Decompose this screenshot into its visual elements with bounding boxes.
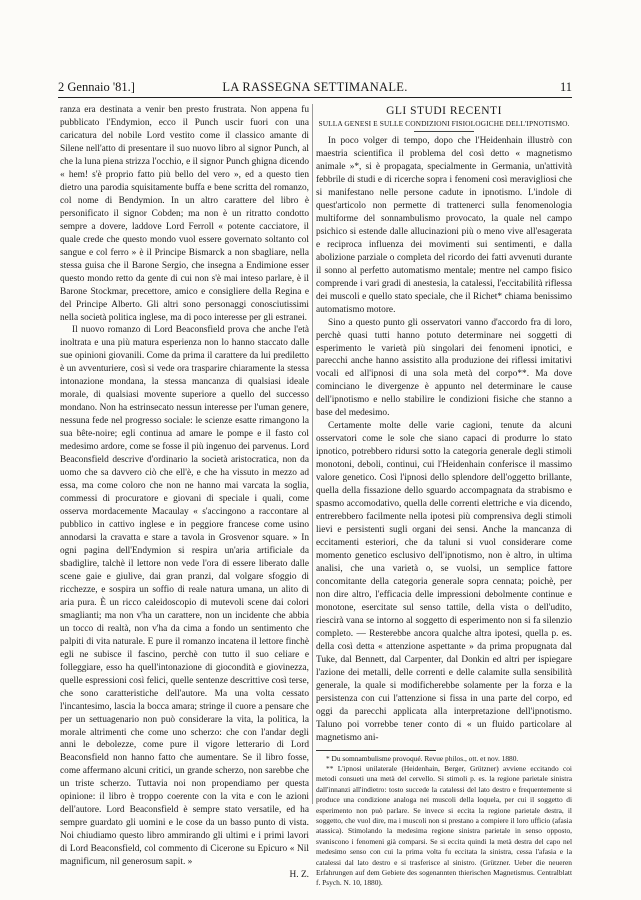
- signature: H. Z.: [289, 870, 309, 881]
- right-column: [316, 104, 572, 889]
- footnote-rule: [316, 750, 436, 751]
- header-date: 2 Gennaio '81.]: [58, 80, 135, 94]
- footnote: ** L'ipnosi unilaterale (Heidenhain, Berger, Grützner) avviene eccitando coi metodi consueti una metà del cervello. Si stimoli p. es. la regione parietale sinistra dall'innanzi all'indietro: tosto succede la catalessi del lato destro e frequentemente si produce una condizione analoga nei muscoli della loquela, per cui il soggetto di esperimento non può parlare. Se invece si eccita la regione parietale destra, il soggetto, che vuol dire, ma i muscoli non si prestano a compiere il loro ufficio (afasia atassica). Stimolando la medesima regione sinistra parietale in senso opposto, svaniscono i fenomeni già comparsi. Se si eccita quindi la metà destra del capo nel medesimo senso con cui la prima volta fu eccitata la sinistra, cessa l'afasia e la catalessi dal lato destro e si trasferisce al sinistro. (Grützner. Ueber die neueren Erfahrungen auf dem Gebiete des sogenannten thierischen Magnetismus. Centralblatt f. Psych. N. 10, 1880).: [316, 763, 572, 888]
- page-number: 11: [559, 80, 572, 94]
- right-paragraph: Sino a questo punto gli osservatori vanno d'accordo fra di loro, perchè quasi tutti hanno potuto determinare nei soggetti di esperimento le varietà più singolari dei fenomeni ipnotici, e parecchi anche hanno assistito alla produzione dei riflessi imitativi vocali ed all'ipnosi di una sola metà del corpo**. Ma dove cominciano le divergenze è appunto nel determinare le cause dell'ipnotismo e nello stabilire le condizioni fisiche che stanno a base del medesimo.: [316, 317, 572, 419]
- footnote: * Du somnambulisme provoqué. Revue philos., ott. et nov. 1880.: [326, 753, 519, 763]
- left-paragraph: ranza era destinata a venir ben presto frustrata. Non appena fu pubblicato l'Endymion, ecco il Punch uscir fuori con una caricatura del nobile Lord vestito come il classico amante di Silene nell'atto di presentare il suo nuovo libro al signor Punch, al che la luna piena strizza l'occhio, e il signor Punch ghigna dicendo « hem! s'è proprio fatto più bello del vero », ed a questo tien dietro una parodia squisitamente buffa e bene scritta del romanzo, col nome di Bendymion. In un altro carattere del libro è personificato il signor Cobden; ma non è un ritratto condotto sempre a dovere, laddove Lord Ferroll « potente cacciatore, il quale crede che questo mondo vuol essere governato soltanto col sangue e col ferro » è il Principe Bismarck a non sbagliare, nella stessa guisa che il Barone Sergio, che insegna a Endimione esser questo mondo retto da gente di cui non s'è mai inteso parlare, è il Barone Stockmar, precettore, amico e consigliere della Regina e del Principe Alberto. Gli altri sono personaggi conosciutissimi nella società politica inglese, ma di poco interesse per gli estranei.: [60, 105, 309, 323]
- left-column: [60, 104, 309, 882]
- article-title: GLI STUDI RECENTI: [386, 105, 502, 117]
- title-divider: [414, 131, 474, 132]
- right-paragraph: Certamente molte delle varie cagioni, tenute da alcuni osservatori come le sole che siano capaci di produrre lo stato ipnotico, potrebbero ridursi sotto la categoria generale degli stimoli monotoni, deboli, continui, cui l'Heidenhain conferisce il massimo valore genetico. Così l'ipnosi dello splendore dell'oggetto brillante, quella della fissazione dello sguardo accompagnata da strabismo e spasmo accomodativo, quella delle correnti elettriche e via dicendo, entrerebbero facilmente nella ipotesi più comprensiva degli stimoli lievi e persistenti sugli organi dei sensi. Anche la mancanza di eccitamenti esteriori, che da taluni si vuol considerare come momento genetico esclusivo dell'ipnotismo, non è altro, in ultima analisi, che una varietà o, se vuolsi, un semplice fattore concomitante della categoria generale sopra cennata; poichè, per non dire altro, l'efficacia delle impressioni debolmente continue e monotone, esercitate sul senso tattile, della vista o dell'udito, riescirà vana se intorno al soggetto di esperimento non si fa silenzio completo. — Resterebbe ancora qualche altra ipotesi, quella p. es. della così detta « attenzione aspettante » da prima propugnata dal Tuke, dal Bennett, dal Carpenter, dal Donkin ed altri per ispiegare l'azione dei metalli, delle correnti e delle calamite sulla sensibilità generale, la quale si modificherebbe solamente per la forza e la persistenza con cui l'attenzione si fissa in una parte del corpo, ed oggi da parecchi applicata alla interpretazione dell'ipnotismo. Taluno poi vorrebbe tener conto di « un fluido particolare al magnetismo ani-: [316, 421, 572, 743]
- left-paragraph: Il nuovo romanzo di Lord Beaconsfield prova che anche l'età inoltrata e una più matura esperienza non lo hanno staccato dalle sue opinioni giovanili. Come da prima il carattere da lui prediletto è un avventuriere, così si vede ora trasparire chiaramente la stessa intonazione mondana, la stessa mancanza di qualsiasi ideale morale, di qualsiasi movente superiore a quello del successo mondano. Non ha estrinsecato nessun interesse per l'uman genere, nessuna fede nel progresso sociale: le scienze esatte rimangono la sua bête-noire; egli continua ad amare le pompe e il fasto col medesimo ardore, come se fosse il più ingenuo dei parvenus. Lord Beaconsfield descrive d'ordinario la società aristocratica, non da uomo che sa davvero ciò che ell'è, e che ha vissuto in mezzo ad essa, ma come coloro che non ne hanno mai varcata la soglia, commessi di procuratore e giovani di speciale i quali, come osserva mordacemente Macaulay « s'accingono a raccontare al pubblico in cattivo inglese e in peggiore francese come usino annodarsi la cravatta e stare a tavola in Grosvenor square. » In ogni pagina dell'Endymion si respira un'aria artificiale da sbadiglire, talchè il lettore non vede l'ora di essere liberato dalle scene gaie e giulive, dai gran pranzi, dal volgare sfoggio di ricchezze, e sospira un soffio di reale natura umana, un alito di aria pura. È un ricco caleidoscopio di mutevoli scene dai colori smaglianti; ma non v'ha un carattere, non un incidente che abbia un tocco di realtà, non v'ha da cima a fondo un sentimento che palpiti di vita naturale. E pure il romanzo incatena il lettore finchè egli ne subisce il fascino, perchè con tutto il suo celiare e folleggiare, esso ha quell'intonazione di giocondità e giovinezza, quelle espressioni così felici, quelle sentenze descrittive così terse, che sono caratteristiche dell'autore. Ma una volta cessato l'incantesimo, lascia la bocca amara; stringe il cuore a pensare che per un settuagenario non può considerare la vita, la politica, la morale altrimenti che come uno scherzo: che con l'andar degli anni le debolezze, come pure il vigore letterario di Lord Beaconsfield non hanno fatto che aumentare. Se il libro fosse, come affermano alcuni critici, un grande scherzo, non sarebbe che un triste scherzo. Tuttavia noi non propendiamo per questa opinione: il libro è troppo coerente con la vita e con le azioni dell'autore. Lord Beaconsfield è sempre stato versatile, ed ha sempre guardato gli uomini e le cose da un basso punto di vista. Noi chiudiamo questo libro ammirando gli ultimi e i primi lavori di Lord Beaconsfield, col commento di Cicerone su Epicuro « Nil magnificum, nil generosum sapit. »: [60, 325, 309, 868]
- header-title: LA RASSEGNA SETTIMANALE.: [222, 80, 408, 94]
- column-separator: [312, 104, 313, 804]
- footnotes: [316, 754, 572, 889]
- header-rule: [58, 97, 572, 98]
- signature-line: [60, 869, 309, 882]
- right-paragraph: In poco volger di tempo, dopo che l'Heidenhain illustrò con maestria scientifica il problema del così detto « magnetismo animale »*, si è propagata, specialmente in Germania, un'attività febbrile di studi e di ricerche sopra i fenomeni così meravigliosi che si manifestano nelle persone cadute in ipnotismo. L'indole di quest'articolo non permette di trattenerci sulla fenomenologia multiforme del sonnambulismo provocato, la quale nel campo psichico si estende dalle allucinazioni più o meno vive all'esagerata e reciproca influenza dei movimenti sui sentimenti, e dalla abolizione parziale o completa del ricordo dei fatti avvenuti durante il sonno al perfetto automatismo mentale; mentre nel campo fisico comprende i vari gradi di anestesia, la catalessi, l'eccitabilità riflessa dei muscoli e quello stato speciale, che il Richet* chiama benissimo automatismo motore.: [316, 136, 572, 315]
- page-header: [58, 80, 572, 96]
- article-subtitle: SULLA GENESI E SULLE CONDIZIONI FISIOLOGICHE DELL'IPNOTISMO.: [318, 119, 570, 128]
